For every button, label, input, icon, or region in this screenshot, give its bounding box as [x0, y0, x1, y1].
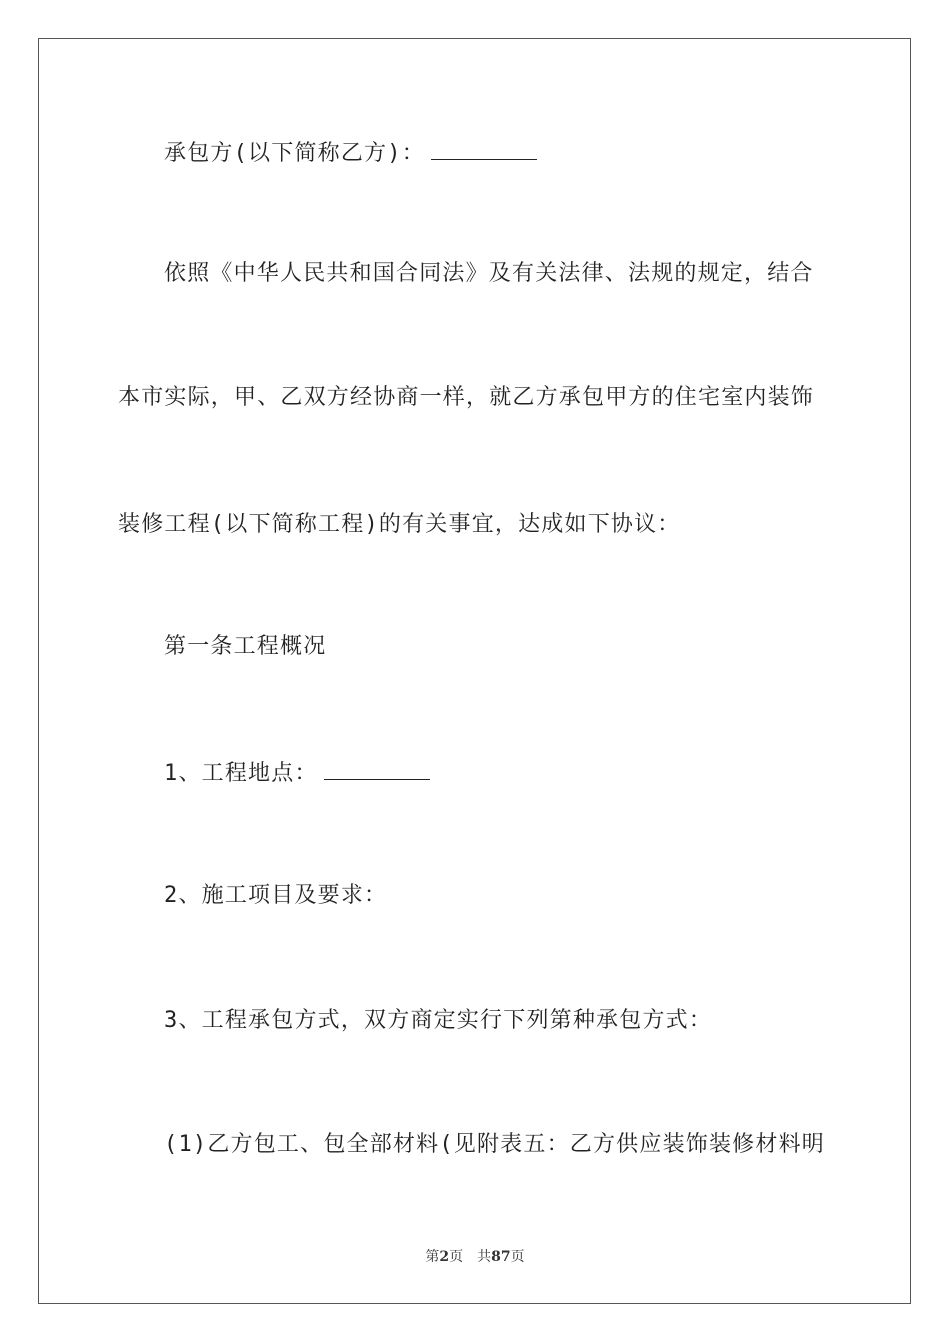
- location-blank-field: [324, 757, 430, 780]
- page-border: [38, 38, 911, 1304]
- page-footer: [0, 1246, 950, 1266]
- page-number: 2: [439, 1249, 450, 1265]
- item-3-option-1: (1)乙方包工、包全部材料(见附表五：乙方供应装饰装修材料明: [164, 1132, 825, 1157]
- paragraph-line-2: 本市实际，甲、乙双方经协商一样，就乙方承包甲方的住宅室内装饰: [118, 385, 815, 410]
- contractor-blank-field: [431, 137, 537, 160]
- total-label-suffix: 页: [510, 1249, 525, 1265]
- paragraph-line-3: 装修工程(以下简称工程)的有关事宜，达成如下协议：: [118, 512, 681, 537]
- total-label-prefix: 共: [477, 1249, 492, 1265]
- section-heading: 第一条工程概况: [164, 634, 327, 659]
- paragraph-line-1: 依照《中华人民共和国合同法》及有关法律、法规的规定，结合: [164, 261, 814, 286]
- page-label-suffix: 页: [449, 1249, 464, 1265]
- page-label-prefix: 第: [425, 1249, 440, 1265]
- total-pages: 87: [491, 1249, 511, 1265]
- item-1-location: 1、工程地点：: [164, 757, 430, 789]
- contractor-line: 承包方(以下简称乙方)：: [164, 137, 537, 169]
- item-2-construction: 2、施工项目及要求：: [164, 883, 388, 908]
- item-3-contract-method: 3、工程承包方式，双方商定实行下列第种承包方式：: [164, 1008, 713, 1033]
